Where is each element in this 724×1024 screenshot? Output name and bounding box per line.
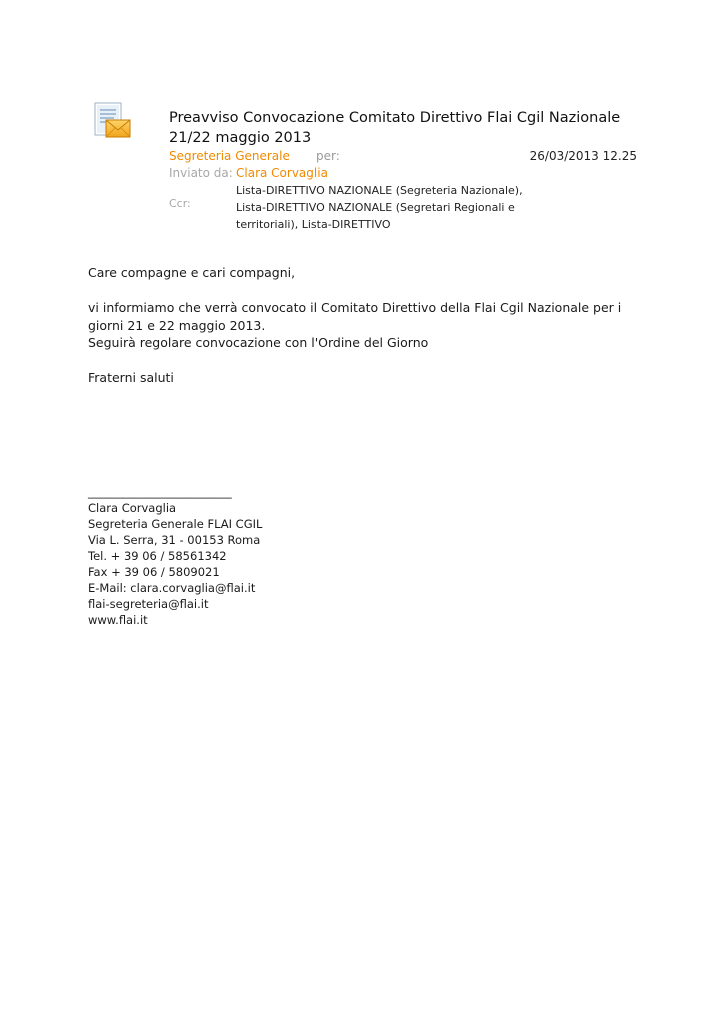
signature-email2: flai-segreteria@flai.it (88, 597, 209, 611)
signature-separator: _________________________ (88, 485, 232, 499)
signature-email: E-Mail: clara.corvaglia@flai.it (88, 581, 256, 595)
sent-by-label: Inviato da: (169, 166, 233, 180)
signature-block (88, 484, 388, 628)
email-subject: Preavviso Convocazione Comitato Direttivo Flai Cgil Nazionale 21/22 maggio 2013 (169, 110, 621, 146)
sender-group-link[interactable]: Segreteria Generale (169, 149, 290, 163)
signature-web: www.flai.it (88, 613, 148, 627)
body-paragraph: vi informiamo che verrà convocato il Comitato Direttivo della Flai Cgil Nazionale per i giorni 21 e 22 maggio 2013. (88, 300, 622, 333)
mail-document-icon (92, 100, 134, 142)
greeting: Care compagne e cari compagni, (88, 265, 296, 280)
signature-tel: Tel. + 39 06 / 58561342 (88, 549, 227, 563)
recipient-label: per: (316, 149, 340, 163)
signature-address: Via L. Serra, 31 - 00153 Roma (88, 533, 261, 547)
sent-by-name-link[interactable]: Clara Corvaglia (236, 166, 328, 180)
body-line: Seguirà regolare convocazione con l'Ordine del Giorno (88, 335, 429, 350)
signature-fax: Fax + 39 06 / 5809021 (88, 565, 220, 579)
cc-recipients: Lista-DIRETTIVO NAZIONALE (Segreteria Nazionale), Lista-DIRETTIVO NAZIONALE (Segretari Regionali e territoriali), Lista-DIRETTIVO (236, 184, 523, 231)
email-date: 26/03/2013 12.25 (529, 149, 637, 163)
signature-role: Segreteria Generale FLAI CGIL (88, 517, 263, 531)
cc-label: Ccr: (169, 197, 191, 210)
signature-name: Clara Corvaglia (88, 501, 177, 515)
closing: Fraterni saluti (88, 370, 174, 385)
email-body (88, 264, 648, 387)
